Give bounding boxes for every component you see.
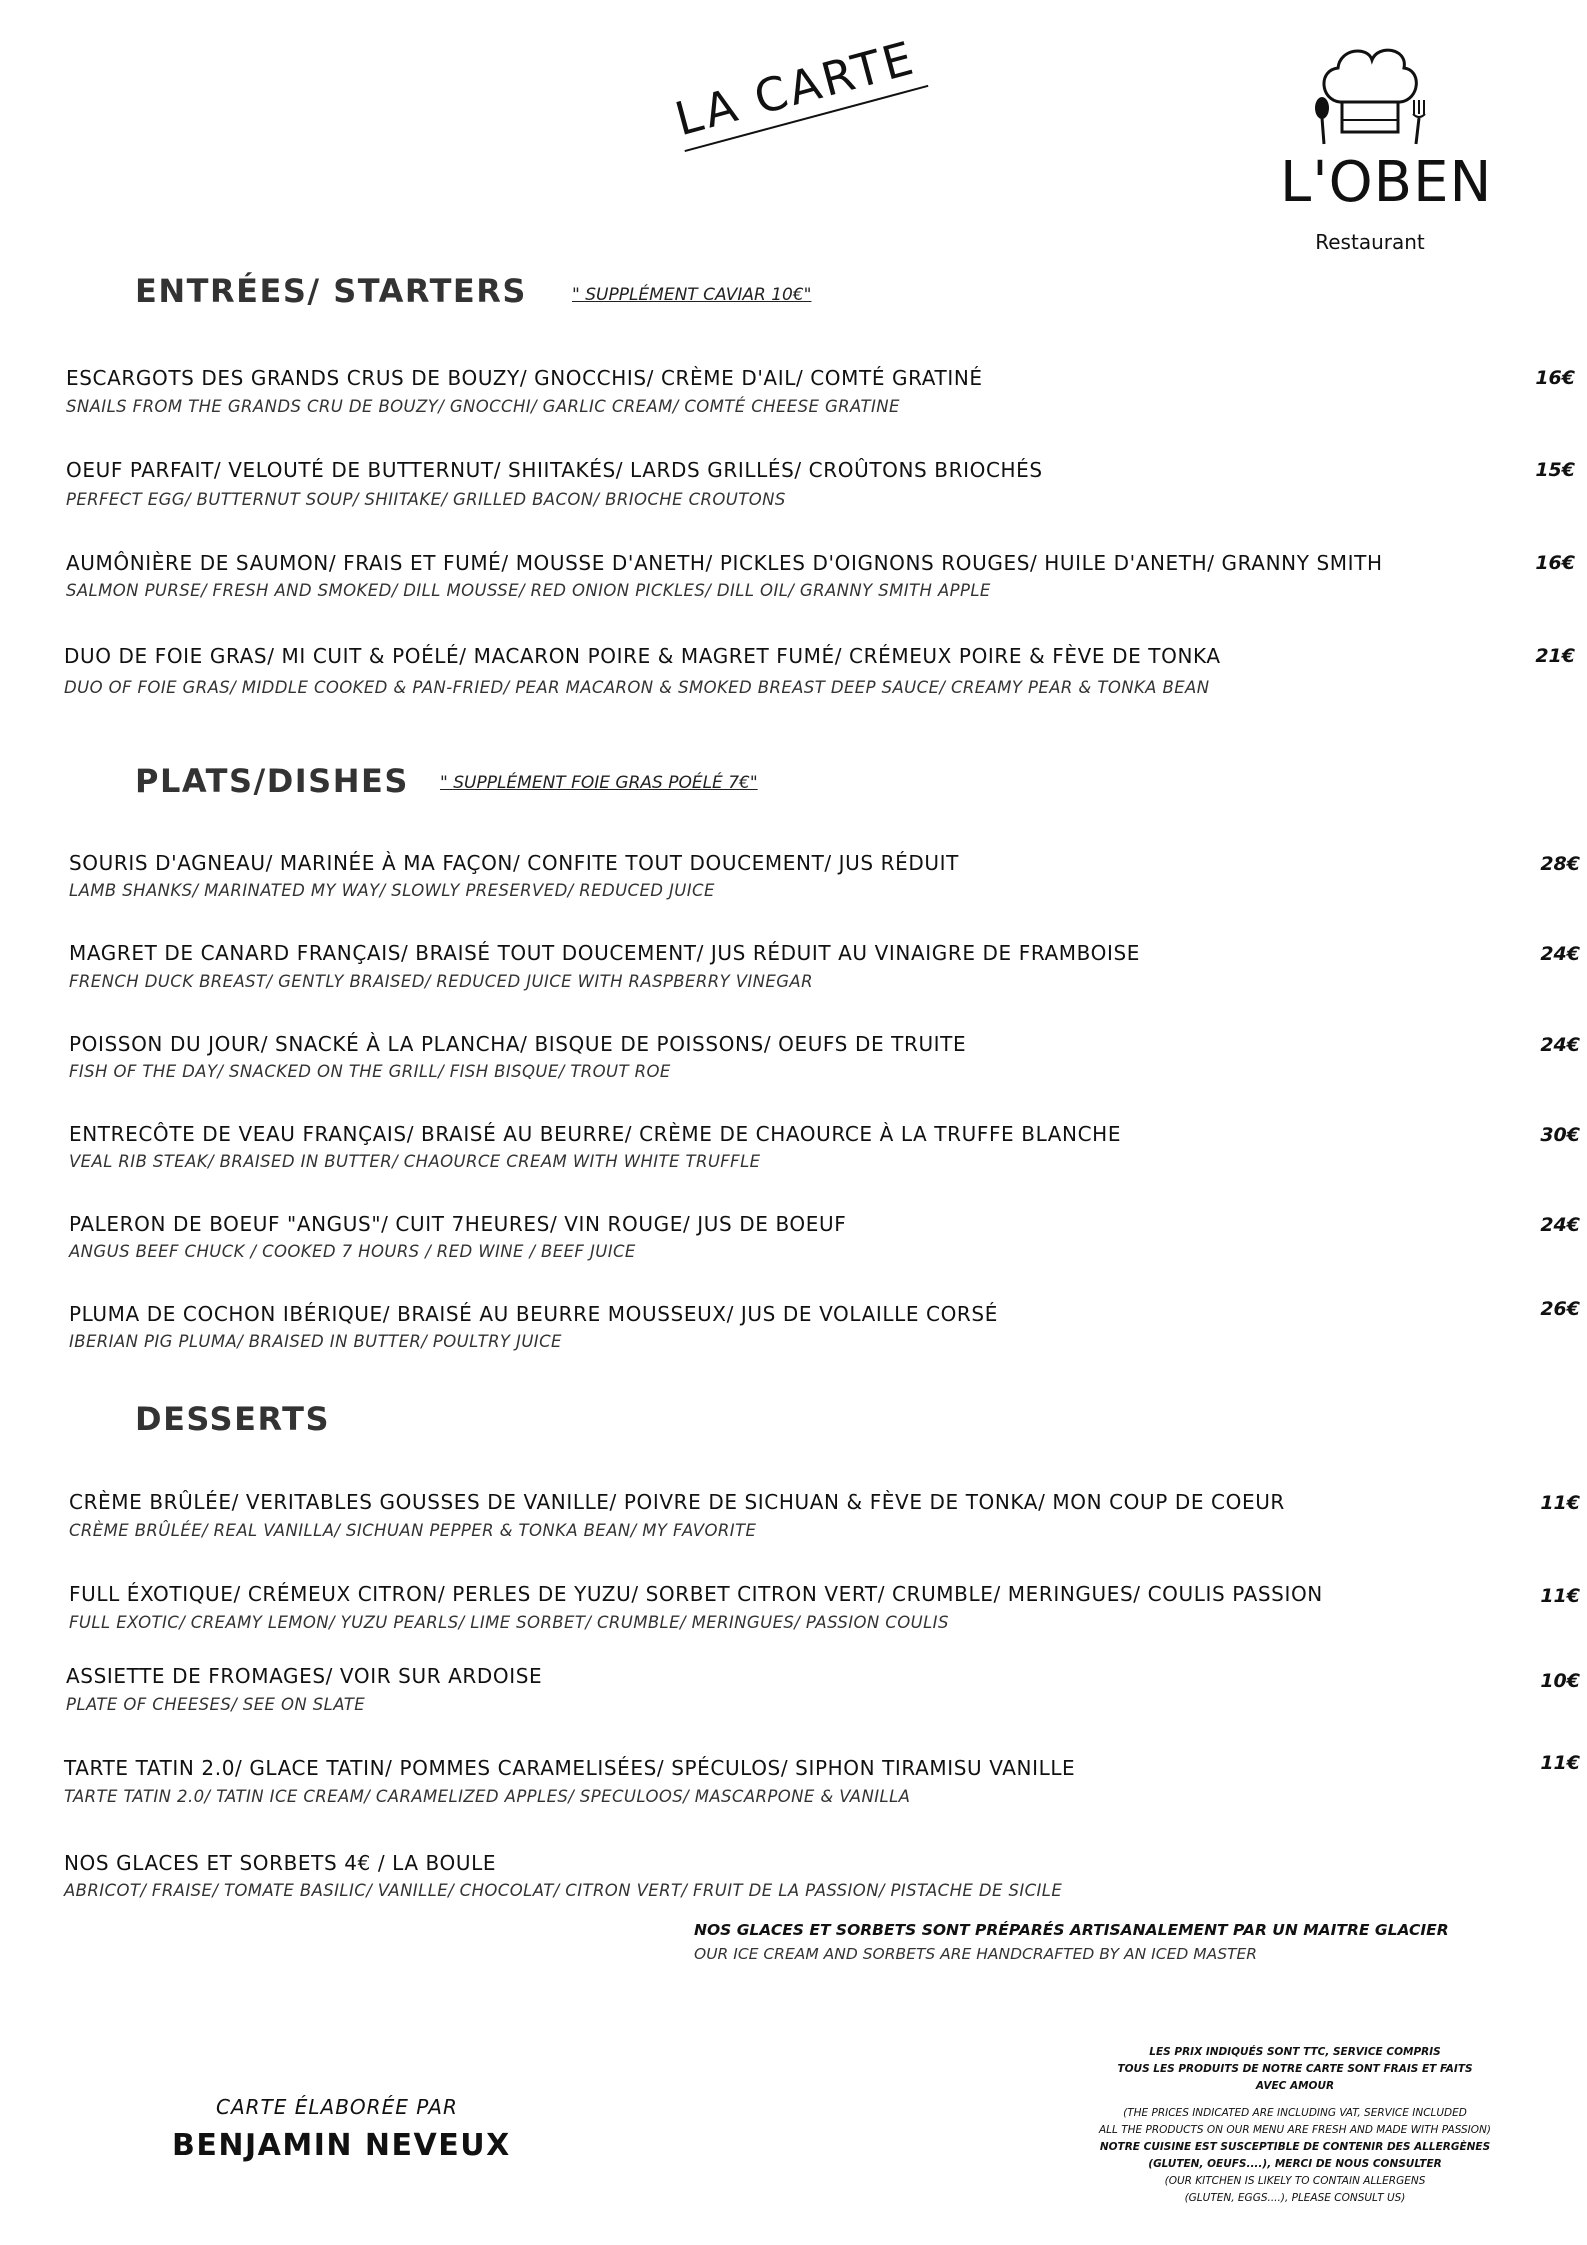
dish-5-price: 24€ (1540, 1214, 1580, 1236)
dessert-2-english: FULL EXOTIC/ CREAMY LEMON/ YUZU PEARLS/ LIME SORBET/ CRUMBLE/ MERINGUES/ PASSION COULIS (69, 1613, 949, 1632)
legal-line-8: (OUR KITCHEN IS LIKELY TO CONTAIN ALLERGENS (1164, 2175, 1426, 2187)
dish-4-name: ENTRECÔTE DE VEAU FRANÇAIS/ BRAISÉ AU BEURRE/ CRÈME DE CHAOURCE À LA TRUFFE BLANCHE (69, 1122, 1122, 1146)
dessert-2-price: 11€ (1540, 1585, 1580, 1607)
dish-3-price: 24€ (1540, 1034, 1580, 1056)
dish-3-english: FISH OF THE DAY/ SNACKED ON THE GRILL/ FISH BISQUE/ TROUT ROE (69, 1062, 671, 1081)
logo-name: L'OBEN (1280, 150, 1493, 215)
dessert-4-name: TARTE TATIN 2.0/ GLACE TATIN/ POMMES CARAMELISÉES/ SPÉCULOS/ SIPHON TIRAMISU VANILLE (64, 1756, 1076, 1780)
dish-1-price: 28€ (1540, 853, 1580, 875)
dish-1-name: SOURIS D'AGNEAU/ MARINÉE À MA FAÇON/ CONFITE TOUT DOUCEMENT/ JUS RÉDUIT (69, 851, 959, 875)
starters-title: ENTRÉES/ STARTERS (135, 272, 527, 310)
logo-subtitle: Restaurant (1315, 230, 1425, 254)
legal-spacer (1085, 2095, 1505, 2105)
dessert-3-price: 10€ (1540, 1670, 1580, 1692)
dessert-2-name: FULL ÉXOTIQUE/ CRÉMEUX CITRON/ PERLES DE YUZU/ SORBET CITRON VERT/ CRUMBLE/ MERINGUES/ COULIS PASSION (69, 1582, 1323, 1606)
legal-line-3: AVEC AMOUR (1255, 2080, 1335, 2092)
dessert-3-name: ASSIETTE DE FROMAGES/ VOIR SUR ARDOISE (66, 1664, 543, 1688)
starter-3-name: AUMÔNIÈRE DE SAUMON/ FRAIS ET FUMÉ/ MOUSSE D'ANETH/ PICKLES D'OIGNONS ROUGES/ HUILE D'ANETH/ GRANNY SMITH (66, 551, 1383, 575)
dessert-4-english: TARTE TATIN 2.0/ TATIN ICE CREAM/ CARAMELIZED APPLES/ SPECULOOS/ MASCARPONE & VANILLA (64, 1787, 911, 1806)
legal-notes (1085, 2044, 1505, 2207)
ice-cream-note-fr: NOS GLACES ET SORBETS SONT PRÉPARÉS ARTISANALEMENT PAR UN MAITRE GLACIER (694, 1921, 1449, 1939)
dessert-1-price: 11€ (1540, 1492, 1580, 1514)
dish-6-english: IBERIAN PIG PLUMA/ BRAISED IN BUTTER/ POULTRY JUICE (69, 1332, 562, 1351)
starter-1-price: 16€ (1535, 367, 1575, 389)
author-label: CARTE ÉLABORÉE PAR (216, 2095, 458, 2119)
dish-2-price: 24€ (1540, 943, 1580, 965)
dish-4-price: 30€ (1540, 1124, 1580, 1146)
dessert-1-name: CRÈME BRÛLÉE/ VERITABLES GOUSSES DE VANILLE/ POIVRE DE SICHUAN & FÈVE DE TONKA/ MON COUP DE COEUR (69, 1490, 1285, 1514)
dish-2-name: MAGRET DE CANARD FRANÇAIS/ BRAISÉ TOUT DOUCEMENT/ JUS RÉDUIT AU VINAIGRE DE FRAMBOISE (69, 941, 1140, 965)
dish-2-english: FRENCH DUCK BREAST/ GENTLY BRAISED/ REDUCED JUICE WITH RASPBERRY VINEGAR (69, 972, 813, 991)
starter-4-name: DUO DE FOIE GRAS/ MI CUIT & POÉLÉ/ MACARON POIRE & MAGRET FUMÉ/ CRÉMEUX POIRE & FÈVE DE TONKA (64, 644, 1221, 668)
legal-line-6: NOTRE CUISINE EST SUSCEPTIBLE DE CONTENIR DES ALLERGÈNES (1099, 2141, 1491, 2153)
dish-1-english: LAMB SHANKS/ MARINATED MY WAY/ SLOWLY PRESERVED/ REDUCED JUICE (69, 881, 715, 900)
starter-4-price: 21€ (1535, 645, 1575, 667)
starter-3-price: 16€ (1535, 552, 1575, 574)
dish-6-name: PLUMA DE COCHON IBÉRIQUE/ BRAISÉ AU BEURRE MOUSSEUX/ JUS DE VOLAILLE CORSÉ (69, 1302, 998, 1326)
dish-6-price: 26€ (1540, 1298, 1580, 1320)
dessert-3-english: PLATE OF CHEESES/ SEE ON SLATE (66, 1695, 366, 1714)
starter-4-english: DUO OF FOIE GRAS/ MIDDLE COOKED & PAN-FRIED/ PEAR MACARON & SMOKED BREAST DEEP SAUCE/ CREAMY PEAR & TONKA BEAN (64, 678, 1210, 697)
starter-2-english: PERFECT EGG/ BUTTERNUT SOUP/ SHIITAKE/ GRILLED BACON/ BRIOCHE CROUTONS (66, 490, 786, 509)
desserts-title: DESSERTS (135, 1400, 331, 1438)
legal-line-2: TOUS LES PRODUITS DE NOTRE CARTE SONT FRAIS ET FAITS (1117, 2063, 1473, 2075)
legal-line-4: (THE PRICES INDICATED ARE INCLUDING VAT, SERVICE INCLUDED (1123, 2107, 1467, 2119)
legal-line-5: ALL THE PRODUCTS ON OUR MENU ARE FRESH AND MADE WITH PASSION) (1099, 2124, 1491, 2136)
dish-5-english: ANGUS BEEF CHUCK / COOKED 7 HOURS / RED WINE / BEEF JUICE (69, 1242, 636, 1261)
starter-3-english: SALMON PURSE/ FRESH AND SMOKED/ DILL MOUSSE/ RED ONION PICKLES/ DILL OIL/ GRANNY SMITH APPLE (66, 581, 991, 600)
ice-cream-note-en: OUR ICE CREAM AND SORBETS ARE HANDCRAFTED BY AN ICED MASTER (694, 1945, 1258, 1963)
starter-2-price: 15€ (1535, 459, 1575, 481)
ice-cream-name: NOS GLACES ET SORBETS 4€ / LA BOULE (64, 1851, 497, 1875)
legal-line-9: (GLUTEN, EGGS....), PLEASE CONSULT US) (1184, 2192, 1406, 2204)
dessert-1-english: CRÈME BRÛLÉE/ REAL VANILLA/ SICHUAN PEPPER & TONKA BEAN/ MY FAVORITE (69, 1521, 757, 1540)
menu-title-text: LA CARTE (669, 30, 922, 147)
restaurant-logo (1280, 40, 1493, 260)
legal-line-1: LES PRIX INDIQUÉS SONT TTC, SERVICE COMPRIS (1149, 2046, 1441, 2058)
starter-1-english: SNAILS FROM THE GRANDS CRU DE BOUZY/ GNOCCHI/ GARLIC CREAM/ COMTÉ CHEESE GRATINE (66, 397, 900, 416)
dishes-supplement: " SUPPLÉMENT FOIE GRAS POÉLÉ 7€" (440, 773, 758, 793)
chef-hat-icon (1310, 40, 1430, 148)
author-name: BENJAMIN NEVEUX (172, 2128, 511, 2163)
dish-5-name: PALERON DE BOEUF "ANGUS"/ CUIT 7HEURES/ VIN ROUGE/ JUS DE BOEUF (69, 1212, 847, 1236)
dishes-title: PLATS/DISHES (135, 762, 409, 800)
dessert-4-price: 11€ (1540, 1752, 1580, 1774)
ice-cream-flavours: ABRICOT/ FRAISE/ TOMATE BASILIC/ VANILLE/ CHOCOLAT/ CITRON VERT/ FRUIT DE LA PASSION/ PISTACHE DE SICILE (64, 1881, 1063, 1900)
dish-3-name: POISSON DU JOUR/ SNACKÉ À LA PLANCHA/ BISQUE DE POISSONS/ OEUFS DE TRUITE (69, 1032, 967, 1056)
starter-2-name: OEUF PARFAIT/ VELOUTÉ DE BUTTERNUT/ SHIITAKÉS/ LARDS GRILLÉS/ CROÛTONS BRIOCHÉS (66, 458, 1043, 482)
menu-title (669, 27, 936, 152)
starters-supplement: " SUPPLÉMENT CAVIAR 10€" (572, 285, 812, 305)
starter-1-name: ESCARGOTS DES GRANDS CRUS DE BOUZY/ GNOCCHIS/ CRÈME D'AIL/ COMTÉ GRATINÉ (66, 366, 983, 390)
dish-4-english: VEAL RIB STEAK/ BRAISED IN BUTTER/ CHAOURCE CREAM WITH WHITE TRUFFLE (69, 1152, 761, 1171)
legal-line-7: (GLUTEN, OEUFS....), MERCI DE NOUS CONSULTER (1148, 2158, 1442, 2170)
